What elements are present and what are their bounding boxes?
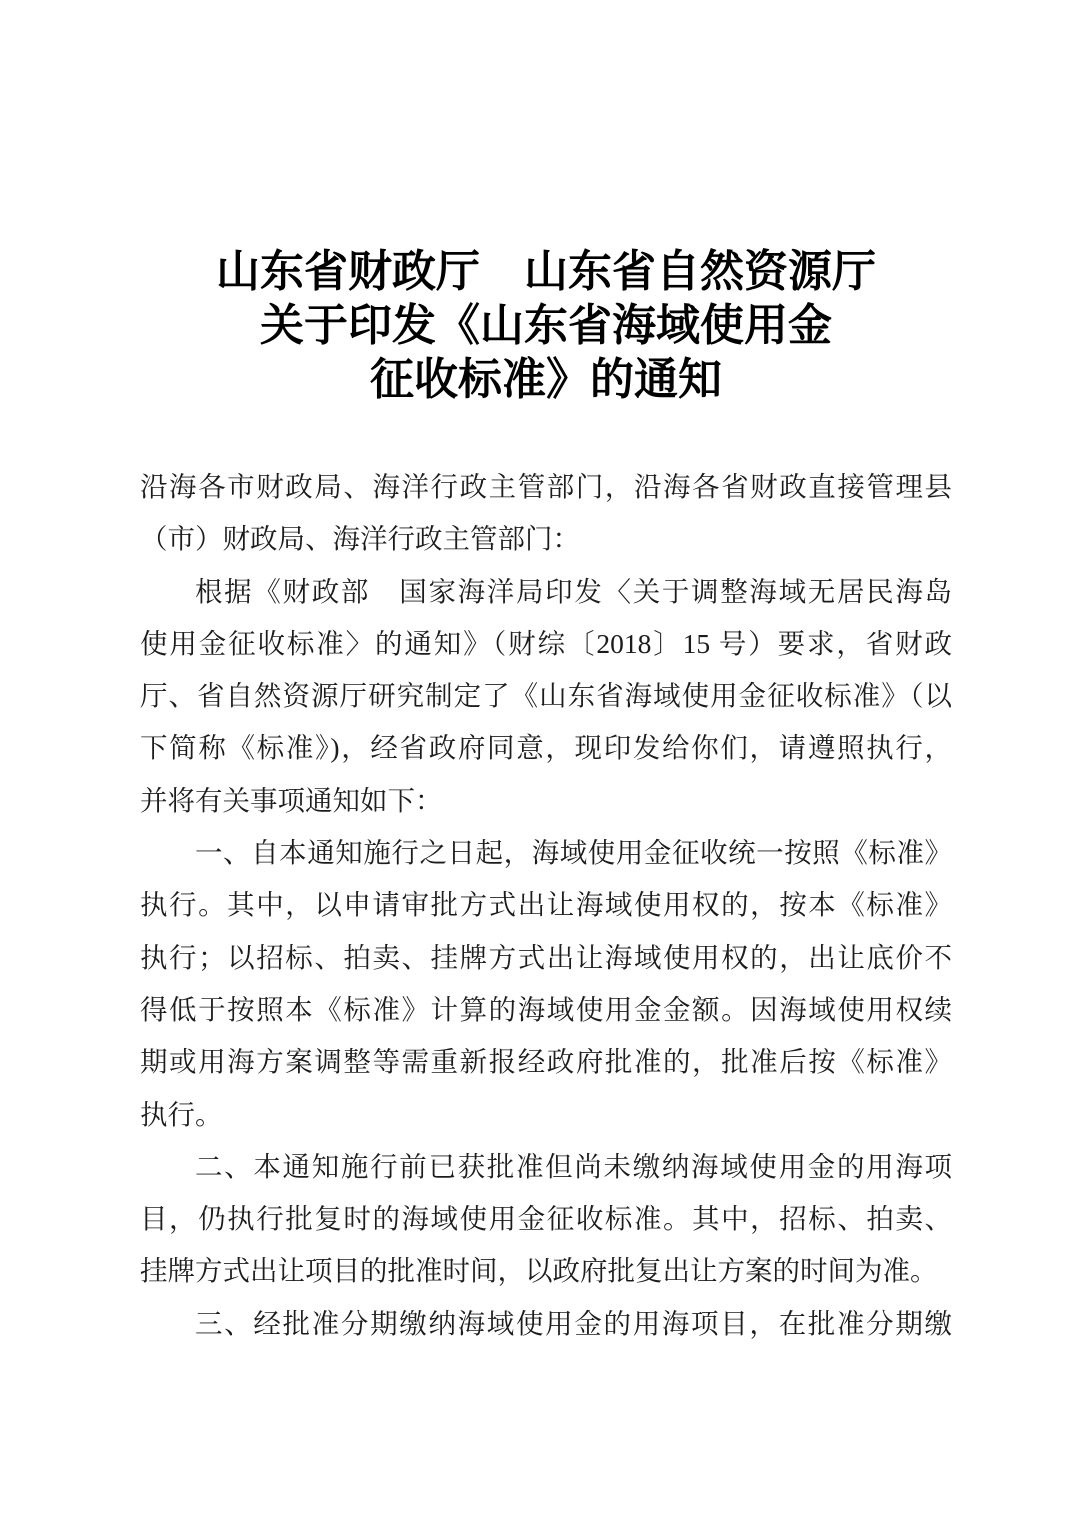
body-line: 下简称《标准》)，经省政府同意，现印发给你们，请遵照执行， [140, 732, 952, 764]
body-line: 厅、省自然资源厅研究制定了《山东省海域使用金征收标准》（以 [140, 680, 952, 712]
body-line-salutation: （市）财政局、海洋行政主管部门： [140, 523, 580, 555]
title-line: 关于印发《山东省海域使用金 [260, 301, 832, 350]
title-line: 山东省财政厅 山东省自然资源厅 [216, 247, 876, 296]
document-body [140, 461, 952, 1350]
body-line: 并将有关事项通知如下： [140, 784, 443, 816]
body-line: 根据《财政部 国家海洋局印发〈关于调整海域无居民海岛 [195, 575, 952, 607]
title-line: 征收标准》的通知 [370, 355, 722, 404]
body-line: 执行。其中，以申请审批方式出让海域使用权的，按本《标准》 [140, 889, 952, 921]
body-line-salutation: 沿海各市财政局、海洋行政主管部门，沿海各省财政直接管理县 [140, 471, 952, 502]
document-title [140, 245, 952, 407]
body-line: 执行。 [140, 1098, 223, 1130]
body-line: 得低于按照本《标准》计算的海域使用金金额。因海域使用权续 [140, 993, 952, 1025]
body-line: 挂牌方式出让项目的批准时间，以政府批复出让方案的时间为准。 [140, 1255, 938, 1287]
body-line: 期或用海方案调整等需重新报经政府批准的，批准后按《标准》 [140, 1046, 952, 1078]
body-line-item-3: 三、经批准分期缴纳海域使用金的用海项目，在批准分期缴 [195, 1307, 952, 1339]
body-line-item-1: 一、自本通知施行之日起，海域使用金征收统一按照《标准》 [195, 837, 952, 869]
body-line: 执行；以招标、拍卖、挂牌方式出让海域使用权的，出让底价不 [140, 941, 952, 973]
body-line: 目，仍执行批复时的海域使用金征收标准。其中，招标、拍卖、 [140, 1203, 952, 1235]
body-line-item-2: 二、本通知施行前已获批准但尚未缴纳海域使用金的用海项 [195, 1150, 952, 1182]
body-line: 使用金征收标准〉的通知》（财综〔2018〕15 号）要求，省财政 [140, 627, 952, 659]
